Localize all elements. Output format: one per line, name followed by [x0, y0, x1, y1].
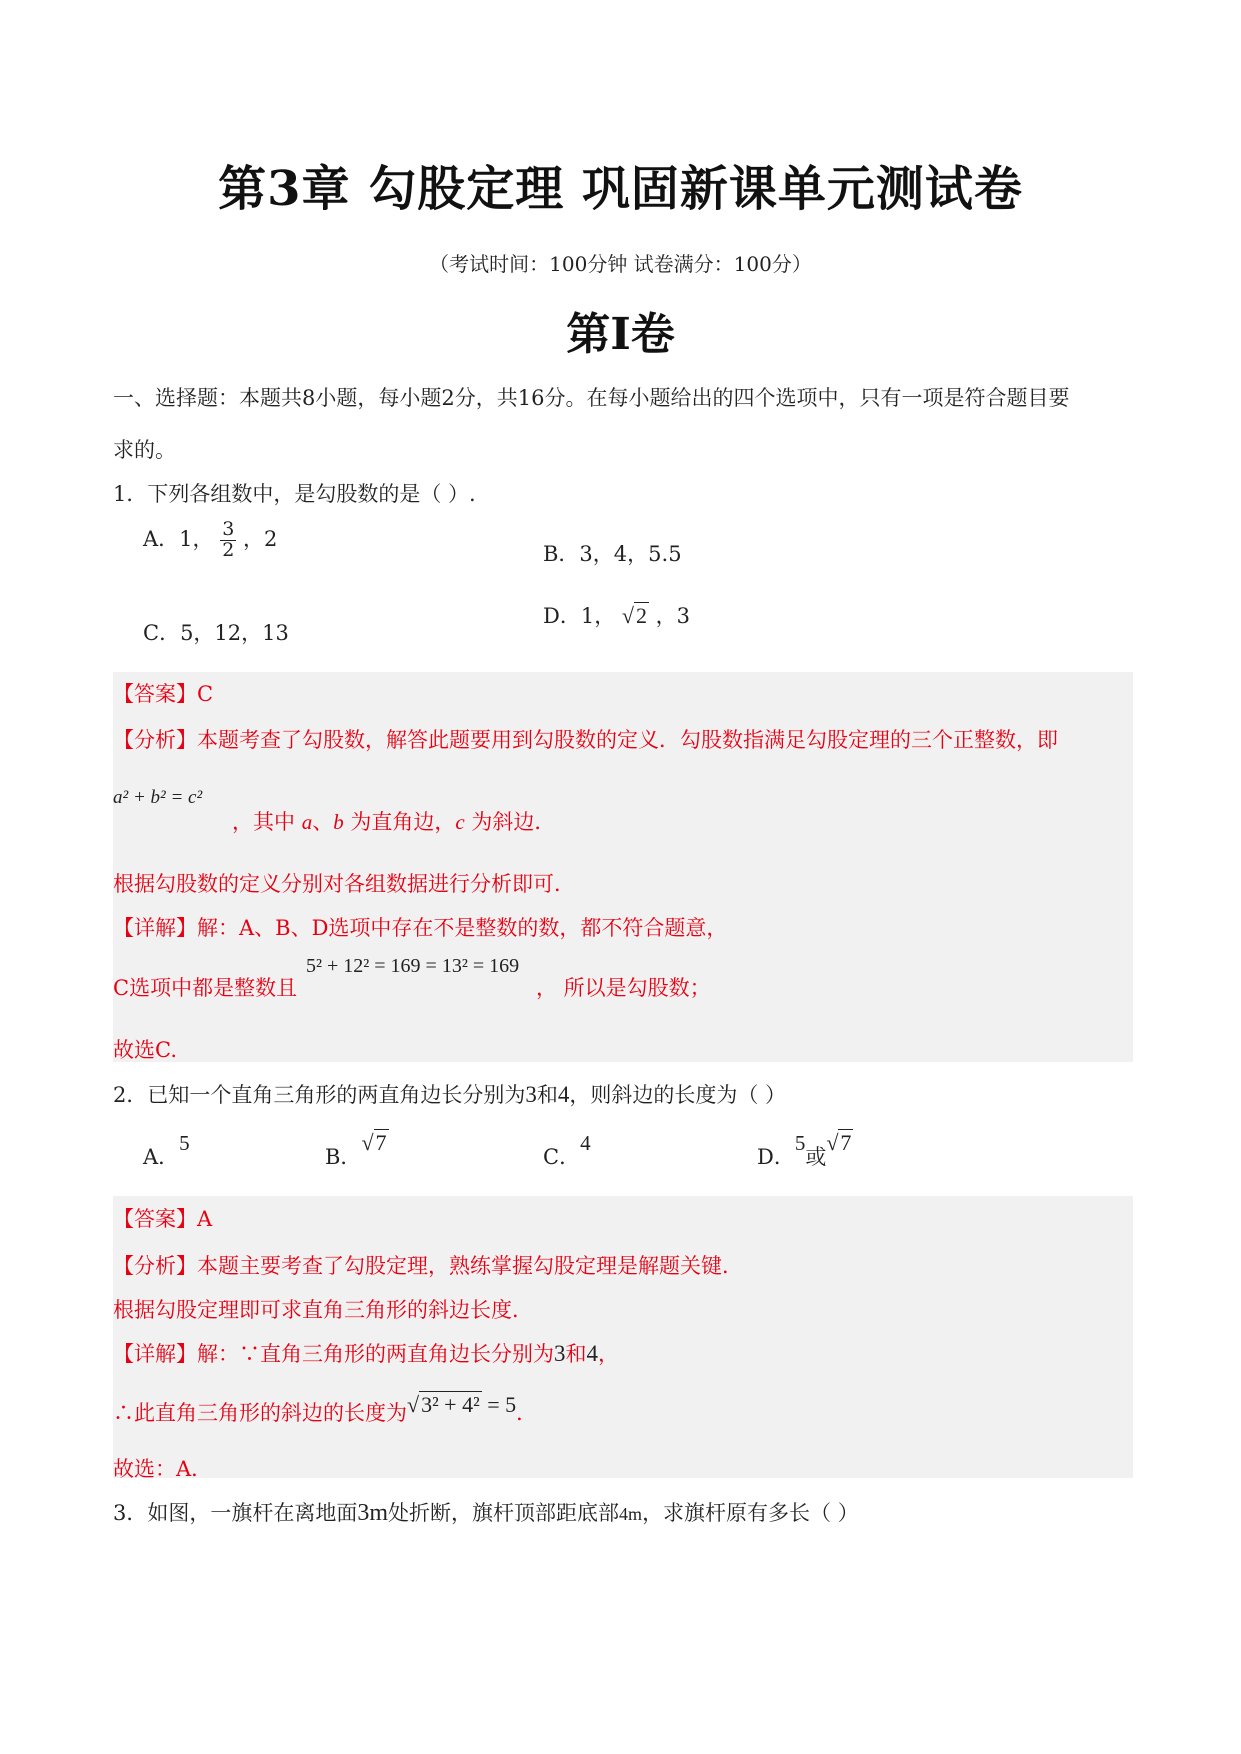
fraction-denominator: 2 [222, 538, 235, 561]
question-2-analysis: 【分析】本题主要考查了勾股定理，熟练掌握勾股定理是解题关键． [113, 1254, 743, 1278]
var-a: a [301, 810, 313, 834]
number-3: 3 [525, 1082, 537, 1107]
text-fragment: ∴此直角三角形的斜边的长度为 [113, 1401, 407, 1425]
option-value: 5 [179, 1131, 190, 1155]
var-c: c [455, 810, 465, 834]
question-1-detail-2-prefix: C选项中都是整数且 [113, 976, 298, 1000]
option-d-suffix: ，3 [655, 604, 691, 628]
fraction-numerator: 3 [222, 518, 235, 540]
number-4: 4 [586, 1341, 598, 1366]
radicand: 3² + 4² [421, 1392, 480, 1417]
option-label: A． [143, 1145, 180, 1169]
question-1-option-b: B．3，4，5.5 [543, 542, 682, 566]
distance-value: 4m [619, 1504, 643, 1524]
pythagorean-formula: a² + b² = c² [113, 787, 203, 808]
question-1-option-c: C．5，12，13 [143, 621, 289, 645]
option-a-prefix: A．1， [143, 526, 214, 551]
section-instructions-line1: 一、选择题：本题共8小题，每小题2分，共16分。在每小题给出的四个选项中，只有一项是符合题目要 [113, 386, 1070, 410]
question-1-conclusion: 故选C. [113, 1038, 177, 1062]
text-fragment: ， [598, 1342, 619, 1366]
question-2-detail-1 [113, 1338, 619, 1368]
text-fragment: 【详解】解：∵直角三角形的两直角边长分别为 [113, 1342, 554, 1366]
question-2-answer-box [113, 1196, 1133, 1478]
volume-heading: 第Ⅰ卷 [566, 309, 675, 360]
option-label: B． [325, 1145, 362, 1169]
question-1-detail-1: 【详解】解：A、B、D选项中存在不是整数的数，都不符合题意， [113, 916, 728, 940]
radicand: 2 [635, 603, 647, 628]
question-1-option-a [143, 520, 277, 561]
question-2-stem [113, 1079, 786, 1109]
var-b: b [333, 810, 344, 834]
sqrt-expression: √3² + 4² [407, 1392, 480, 1417]
option-a-suffix: ，2 [243, 526, 278, 551]
text-fragment: ，则斜边的长度为（ ） [569, 1083, 787, 1107]
text-fragment: 、 [312, 810, 334, 834]
question-1-answer: 【答案】C [113, 682, 214, 706]
text-fragment: ． [516, 1401, 538, 1425]
number-4: 4 [557, 1082, 570, 1107]
text-fragment: 处折断，旗杆顶部距底部 [388, 1501, 620, 1525]
radicand: 7 [375, 1130, 387, 1155]
equation-result: = 5 [481, 1392, 517, 1417]
question-2-answer: 【答案】A [113, 1207, 213, 1231]
question-3-stem [113, 1497, 859, 1527]
text-fragment: ，其中 [232, 810, 302, 834]
formula-explanation [232, 806, 555, 836]
question-2-method: 根据勾股定理即可求直角三角形的斜边长度． [113, 1298, 533, 1322]
question-1-detail-formula: 5² + 12² = 169 = 13² = 169 [306, 955, 520, 977]
question-2-conclusion: 故选：A． [113, 1457, 213, 1481]
question-1-option-d [543, 600, 690, 630]
question-2-detail-2 [113, 1392, 538, 1427]
text-fragment: 3．如图，一旗杆在离地面 [113, 1501, 358, 1525]
sqrt-expression: √7 [361, 1130, 387, 1155]
question-1-stem: 1．下列各组数中，是勾股数的是（ ）. [113, 482, 476, 506]
question-1-analysis: 【分析】本题考查了勾股数，解答此题要用到勾股数的定义．勾股数指满足勾股定理的三个正整数，即 [113, 728, 1058, 752]
option-label: D． [757, 1145, 795, 1169]
section-instructions-line2: 求的。 [113, 438, 176, 462]
question-2-option-c [543, 1131, 591, 1171]
question-2-option-b [325, 1130, 389, 1171]
text-fragment: 和 [565, 1342, 587, 1366]
height-value: 3m [357, 1500, 389, 1526]
question-1-method: 根据勾股数的定义分别对各组数据进行分析即可． [113, 872, 575, 896]
option-label: C． [543, 1145, 581, 1169]
sqrt-expression: √2 [621, 603, 647, 628]
fraction [220, 520, 236, 561]
radicand: 7 [840, 1130, 852, 1155]
text-fragment: 为斜边． [464, 810, 556, 834]
exam-info: （考试时间：100分钟 试卷满分：100分） [429, 252, 812, 276]
text-fragment: 和 [536, 1083, 558, 1107]
question-2-option-d [757, 1130, 853, 1171]
option-value: 4 [580, 1131, 591, 1155]
text-fragment: ，求旗杆原有多长（ ） [642, 1501, 859, 1525]
sqrt-expression: √7 [826, 1130, 852, 1155]
text-fragment: 2．已知一个直角三角形的两直角边长分别为 [113, 1083, 526, 1107]
text-fragment: 为直角边， [343, 810, 456, 834]
question-1-detail-2-suffix: ， 所以是勾股数； [536, 976, 711, 1000]
option-d-prefix: D．1， [543, 604, 616, 628]
number-3: 3 [554, 1341, 566, 1366]
text-fragment: 或 [805, 1145, 827, 1169]
option-value: 5 [794, 1131, 806, 1155]
question-2-option-a [143, 1131, 190, 1171]
page-title: 第3章 勾股定理 巩固新课单元测试卷 [218, 161, 1023, 217]
